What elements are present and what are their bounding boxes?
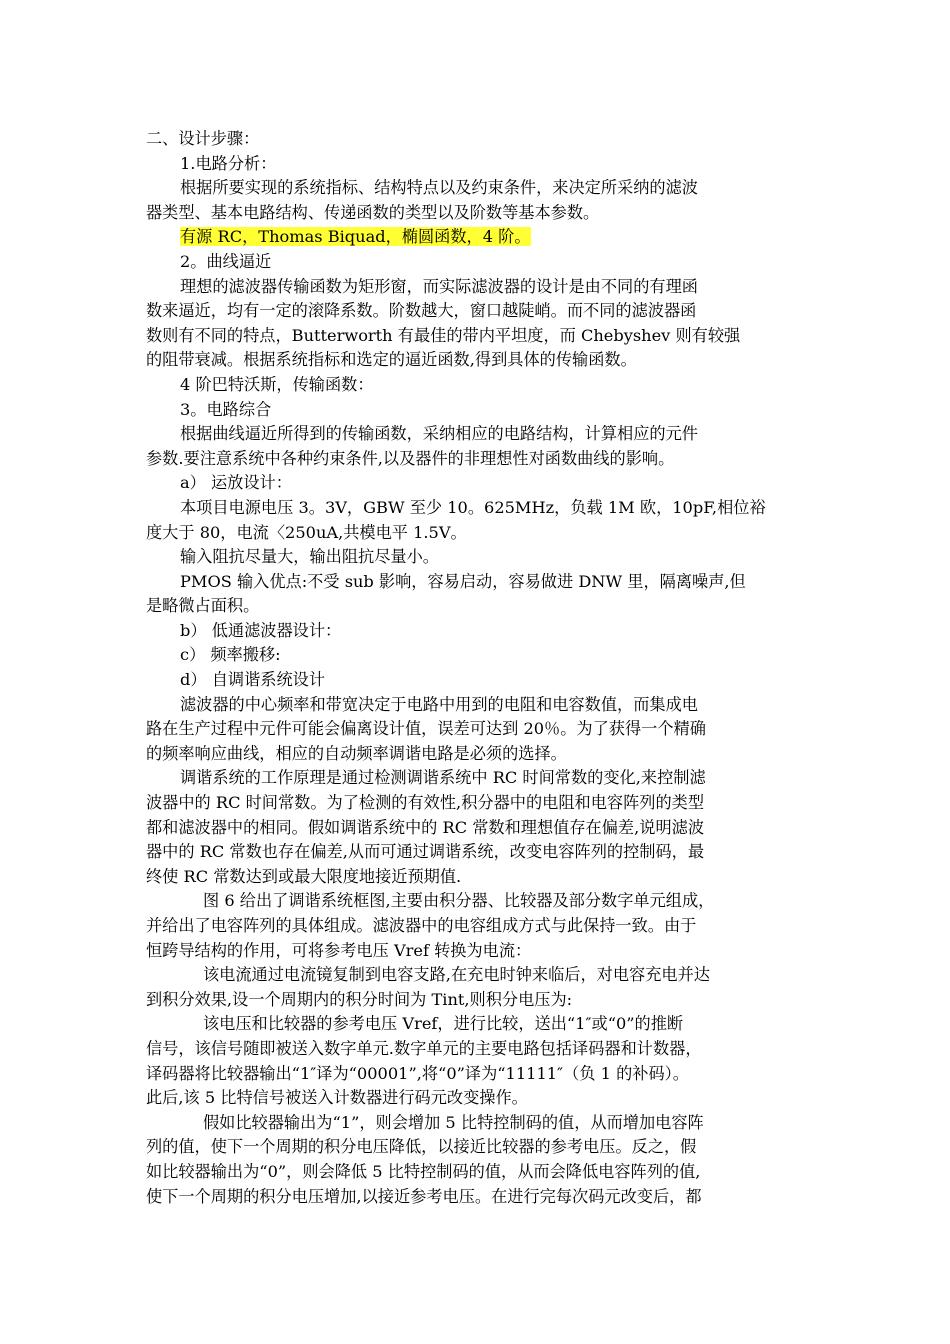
- line-text: 的频率响应曲线，相应的自动频率调谐电路是必须的选择。: [146, 743, 567, 763]
- line-text: 数则有不同的特点，Butterworth 有最佳的带内平坦度，而 Chebyshev 则有较强: [146, 325, 741, 345]
- text-line: [146, 275, 814, 300]
- text-line: [146, 963, 814, 988]
- text-line: [146, 889, 814, 914]
- text-line: [146, 471, 814, 496]
- line-text: 波器中的 RC 时间常数。为了检测的有效性,积分器中的电阻和电容阵列的类型: [146, 793, 705, 813]
- line-text: 恒跨导结构的作用，可将参考电压 Vref 转换为电流：: [146, 940, 532, 960]
- text-line: [146, 324, 814, 349]
- text-line: [146, 1012, 814, 1037]
- text-line: [146, 225, 814, 250]
- text-line: [146, 791, 814, 816]
- text-line: [146, 152, 814, 177]
- text-line: [146, 766, 814, 791]
- text-line: [146, 299, 814, 324]
- line-text: 到积分效果,设一个周期内的积分时间为 Tint,则积分电压为:: [146, 989, 573, 1009]
- text-line: [146, 816, 814, 841]
- text-line: [146, 1160, 814, 1185]
- text-line: [146, 348, 814, 373]
- text-line: [146, 127, 814, 152]
- text-line: [146, 176, 814, 201]
- line-text: 3。电路综合: [180, 399, 272, 419]
- line-text: 列的值，使下一个周期的积分电压降低，以接近比较器的参考电压。反之，假: [146, 1137, 697, 1157]
- text-line: [146, 1062, 814, 1087]
- text-line: [146, 1185, 814, 1210]
- text-line: [146, 717, 814, 742]
- line-text: 并给出了电容阵列的具体组成。滤波器中的电容组成方式与此保持一致。由于: [146, 916, 697, 935]
- line-text: 2。曲线逼近: [180, 251, 272, 271]
- text-line: [146, 865, 814, 890]
- line-text: 路在生产过程中元件可能会偏离设计值，误差可达到 20％。为了获得一个精确: [146, 719, 706, 739]
- line-text: 终使 RC 常数达到或最大限度地接近预期值.: [146, 866, 462, 886]
- line-text: 调谐系统的工作原理是通过检测调谐系统中 RC 时间常数的变化,来控制滤: [180, 768, 706, 788]
- line-text: 参数.要注意系统中各种约束条件,以及器件的非理想性对函数曲线的影响。: [146, 448, 675, 468]
- line-text: 滤波器的中心频率和带宽决定于电路中用到的电阻和电容数值，而集成电: [180, 694, 698, 714]
- text-line: [146, 619, 814, 644]
- text-line: [146, 988, 814, 1013]
- line-text: 使下一个周期的积分电压增加,以接近参考电压。在进行完每次码元改变后，都: [146, 1186, 702, 1206]
- line-text: 数来逼近，均有一定的滚降系数。阶数越大，窗口越陡峭。而不同的滤波器函: [146, 301, 697, 321]
- text-line: [146, 643, 814, 668]
- line-text: 输入阻抗尽量大，输出阻抗尽量小。: [180, 547, 439, 567]
- line-text: 信号，该信号随即被送入数字单元.数字单元的主要电路包括译码器和计数器，: [146, 1038, 702, 1058]
- text-line: [146, 398, 814, 423]
- line-text: 假如比较器输出为“1”，则会增加 5 比特控制码的值，从而增加电容阵: [203, 1112, 704, 1132]
- text-line: [146, 422, 814, 447]
- text-line: [146, 521, 814, 546]
- line-text: 本项目电源电压 3。3V，GBW 至少 10。625MHz，负载 1M 欧，10pF,相位裕: [180, 497, 766, 517]
- line-text: 4 阶巴特沃斯，传输函数：: [180, 374, 374, 394]
- text-line: [146, 914, 814, 939]
- line-text: 理想的滤波器传输函数为矩形窗，而实际滤波器的设计是由不同的有理函: [180, 276, 698, 296]
- text-line: [146, 1111, 814, 1136]
- text-line: [146, 496, 814, 521]
- text-line: [146, 1037, 814, 1062]
- line-text: 二、设计步骤：: [146, 129, 260, 148]
- document-body: [146, 127, 814, 1209]
- highlighted-text: 有源 RC，Thomas Biquad，椭圆函数，4 阶。: [180, 227, 531, 247]
- line-text: b） 低通滤波器设计：: [180, 620, 342, 640]
- text-line: [146, 447, 814, 472]
- line-text: 图 6 给出了调谐系统框图,主要由积分器、比较器及部分数字单元组成，: [203, 891, 715, 911]
- line-text: 根据曲线逼近所得到的传输函数，采纳相应的电路结构，计算相应的元件: [180, 424, 698, 444]
- line-text: 1.电路分析：: [180, 153, 277, 173]
- text-line: [146, 840, 814, 865]
- line-text: c） 频率搬移:: [180, 645, 281, 665]
- line-text: 此后,该 5 比特信号被送入计数器进行码元改变操作。: [146, 1088, 528, 1108]
- line-text: 根据所要实现的系统指标、结构特点以及约束条件，来决定所采纳的滤波: [180, 178, 698, 198]
- line-text: 译码器将比较器输出“1″译为“00001”,将“0”译为“11111″（负 1 的补码）。: [146, 1063, 689, 1083]
- line-text: 如比较器输出为“0”，则会降低 5 比特控制码的值，从而会降低电容阵列的值,: [146, 1161, 701, 1181]
- text-line: [146, 1135, 814, 1160]
- line-text: 器类型、基本电路结构、传递函数的类型以及阶数等基本参数。: [146, 202, 600, 222]
- text-line: [146, 373, 814, 398]
- line-text: d） 自调谐系统设计: [180, 670, 326, 690]
- line-text: 器中的 RC 常数也存在偏差,从而可通过调谐系统，改变电容阵列的控制码，最: [146, 842, 705, 862]
- line-text: 的阻带衰减。根据系统指标和选定的逼近函数,得到具体的传输函数。: [146, 350, 637, 370]
- text-line: [146, 570, 814, 595]
- text-line: [146, 1086, 814, 1111]
- line-text: 该电流通过电流镜复制到电容支路,在充电时钟来临后，对电容充电并达: [203, 965, 710, 985]
- line-text: 是略微占面积。: [146, 596, 260, 616]
- text-line: [146, 939, 814, 964]
- line-text: 度大于 80，电流〈250uA,共模电平 1.5V。: [146, 522, 467, 542]
- text-line: [146, 668, 814, 693]
- line-text: a） 运放设计：: [180, 473, 292, 493]
- text-line: [146, 594, 814, 619]
- line-text: 都和滤波器中的相同。假如调谐系统中的 RC 常数和理想值存在偏差,说明滤波: [146, 817, 705, 837]
- line-text: PMOS 输入优点:不受 sub 影响，容易启动，容易做进 DNW 里，隔离噪声,但: [180, 571, 746, 591]
- text-line: [146, 250, 814, 275]
- text-line: [146, 201, 814, 226]
- line-text: 该电压和比较器的参考电压 Vref，进行比较，送出“1″或“0”的推断: [203, 1014, 684, 1034]
- text-line: [146, 742, 814, 767]
- text-line: [146, 693, 814, 718]
- text-line: [146, 545, 814, 570]
